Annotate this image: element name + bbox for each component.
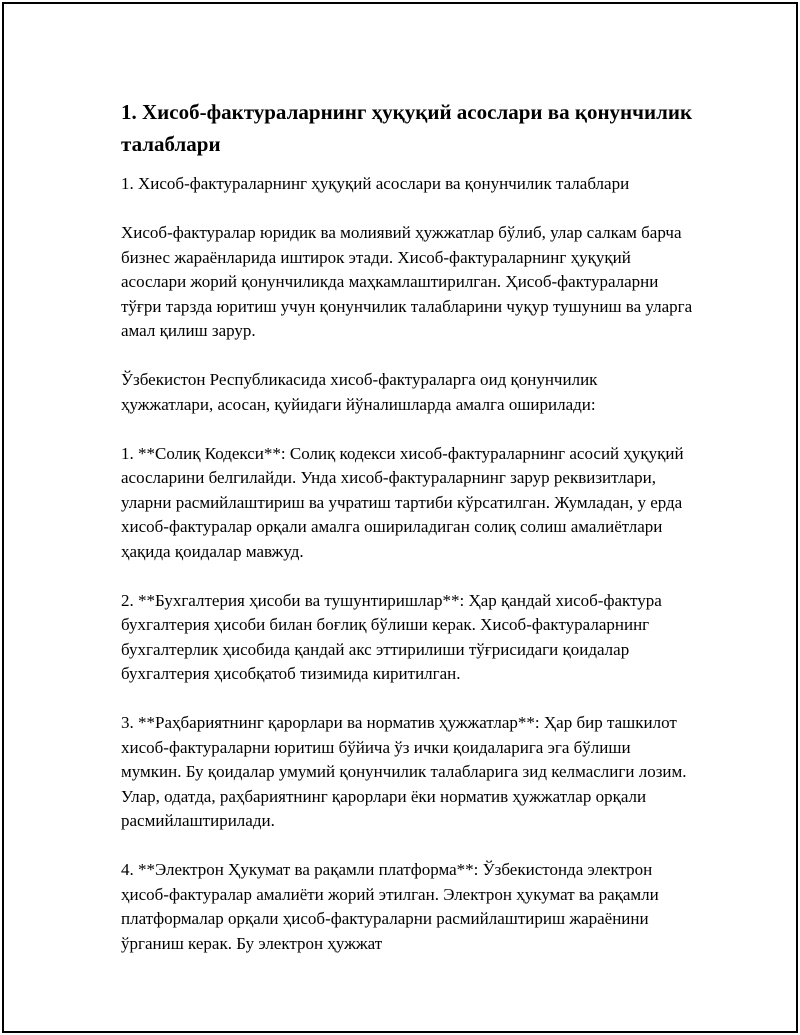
document-body: [121, 96, 693, 981]
paragraph-directions: Ўзбекистон Республикасида хисоб-фактураларга оид қонунчилик ҳужжатлари, асосан, қуйидаги йўналишларда амалга оширилади:: [121, 370, 598, 414]
paragraph-subheading: 1. Хисоб-фактураларнинг ҳуқуқий асослари ва қонунчилик талаблари: [121, 174, 630, 193]
paragraph-e-government: 4. **Электрон Ҳукумат ва рақамли платформа**: Ўзбекистонда электрон ҳисоб-фактуралар амалиёти жорий этилган. Электрон ҳукумат ва рақамли платформалар орқали ҳисоб-фактураларни расмийлаштириш жараёнини ўрганиш керак. Бу электрон ҳужжат: [121, 860, 659, 953]
document-title: 1. Хисоб-фактураларнинг ҳуқуқий асослари ва қонунчилик талаблари: [121, 100, 693, 156]
paragraph-accounting: 2. **Бухгалтерия ҳисоби ва тушунтиришлар**: Ҳар қандай хисоб-фактура бухгалтерия ҳисоби билан боғлиқ бўлиши керак. Хисоб-фактураларнинг бухгалтерлик ҳисобида қандай акс эттирилиши тўғрисидаги қоидалар бухгалтерия ҳисобқатоб тизимида киритилган.: [121, 590, 662, 683]
paragraph-management-decisions: 3. **Раҳбариятнинг қарорлари ва норматив ҳужжатлар**: Ҳар бир ташкилот хисоб-фактураларни юритиш бўйича ўз ички қоидаларига эга бўлиши мумкин. Бу қоидалар умумий қонунчилик талабларига зид келмаслиги лозим. Улар, одатда, раҳбариятнинг қарорлари ёки норматив ҳужжатлар орқали расмийлаштирилади.: [121, 713, 687, 830]
paragraph-tax-code: 1. **Солиқ Кодекси**: Солиқ кодекси хисоб-фактураларнинг асосий ҳуқуқий асосларини белгилайди. Унда хисоб-фактураларнинг зарур реквизитлари, уларни расмийлаштириш ва учратиш тартиби кўрсатилган. Жумладан, у ерда хисоб-фактуралар орқали амалга ошириладиган солиқ солиш амалиётлари ҳақида қоидалар мавжуд.: [121, 443, 684, 561]
page-frame: [2, 2, 798, 1033]
paragraph-intro: Хисоб-фактуралар юридик ва молиявий ҳужжатлар бўлиб, улар салкам барча бизнес жараёнларида иштирок этади. Хисоб-фактураларнинг ҳуқуқий асослари жорий қонунчиликда маҳкамлаштирилган. Ҳисоб-фактураларни тўғри тарзда юритиш учун қонунчилик талабларини чуқур тушуниш ва уларга амал қилиш зарур.: [121, 223, 693, 340]
